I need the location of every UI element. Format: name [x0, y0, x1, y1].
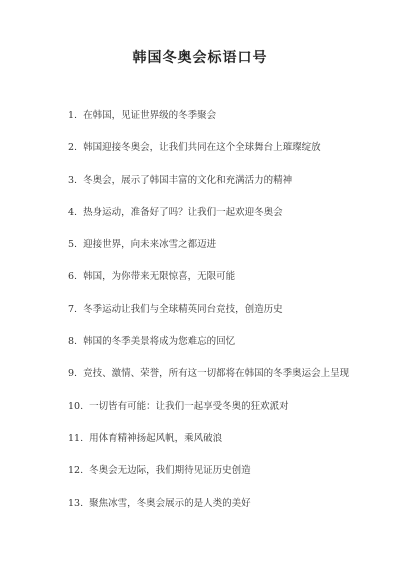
slogan-item [68, 427, 388, 459]
slogan-text: 迎接世界，向未来冰雪之都迈进 [83, 239, 217, 251]
slogan-text: 冬奥会，展示了韩国丰富的文化和充满活力的精神 [83, 174, 293, 186]
slogan-item [68, 395, 388, 427]
slogan-list [68, 104, 388, 524]
slogan-number: 9. [68, 368, 78, 380]
slogan-number: 5. [68, 239, 78, 251]
slogan-item [68, 265, 388, 297]
slogan-item [68, 492, 388, 524]
slogan-item [68, 169, 388, 201]
slogan-number: 10. [68, 400, 84, 412]
slogan-number: 3. [68, 174, 78, 186]
document-title: 韩国冬奥会标语口号 [132, 50, 268, 66]
slogan-number: 4. [68, 206, 78, 218]
slogan-text: 韩国迎接冬奥会，让我们共同在这个全球舞台上璀璨绽放 [83, 142, 321, 154]
slogan-text: 冬季运动让我们与全球精英同台竞技，创造历史 [83, 303, 283, 315]
slogan-text: 竞技、激情、荣誉，所有这一切都将在韩国的冬季奥运会上呈现 [83, 368, 350, 380]
slogan-text: 热身运动，准备好了吗？让我们一起欢迎冬奥会 [83, 206, 283, 218]
slogan-number: 11. [68, 432, 84, 444]
slogan-text: 韩国的冬季美景将成为您难忘的回忆 [83, 336, 236, 348]
slogan-item [68, 459, 388, 491]
slogan-number: 12. [68, 465, 84, 477]
slogan-number: 8. [68, 336, 78, 348]
slogan-number: 7. [68, 303, 78, 315]
slogan-text: 一切皆有可能：让我们一起享受冬奥的狂欢派对 [89, 400, 289, 412]
slogan-text: 在韩国，见证世界级的冬季聚会 [83, 110, 217, 121]
slogan-text: 冬奥会无边际，我们期待见证历史创造 [89, 465, 251, 477]
slogan-item [68, 201, 388, 233]
slogan-item [68, 104, 388, 136]
slogan-item [68, 233, 388, 265]
slogan-text: 用体育精神扬起风帆，乘风破浪 [89, 432, 223, 444]
slogan-number: 2. [68, 142, 78, 154]
slogan-item [68, 298, 388, 330]
slogan-number: 13. [68, 497, 84, 509]
slogan-number: 6. [68, 271, 78, 283]
slogan-item [68, 330, 388, 362]
slogan-text: 韩国，为你带来无限惊喜，无限可能 [83, 271, 236, 283]
slogan-item [68, 362, 388, 394]
slogan-number: 1. [68, 110, 78, 121]
slogan-item [68, 136, 388, 168]
slogan-text: 聚焦冰雪，冬奥会展示的是人类的美好 [89, 497, 251, 509]
